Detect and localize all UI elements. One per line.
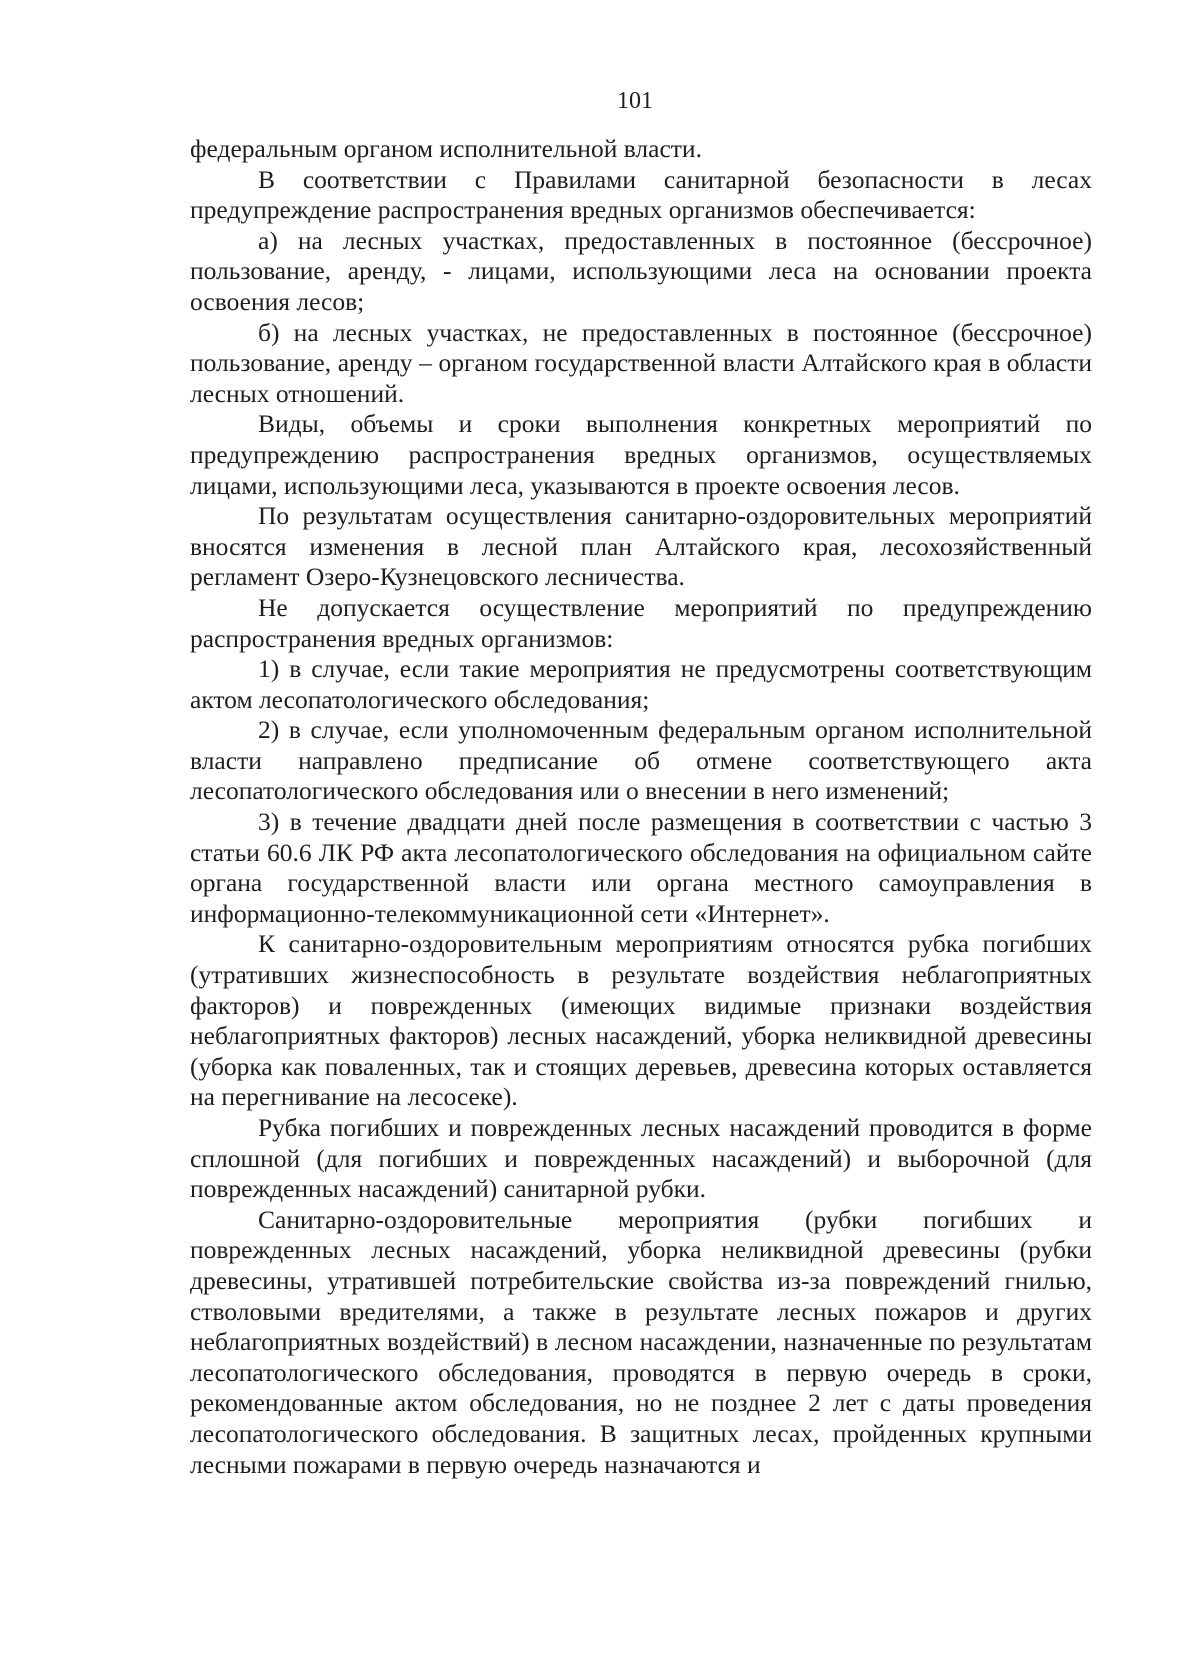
paragraph-results: По результатам осуществления санитарно-оздоровительных мероприятий вносятся изменения в лесной план Алтайского края, лесохозяйственный регламент Озеро-Кузнецовского лесничества.: [190, 501, 1092, 592]
paragraph-types-volumes: Виды, объемы и сроки выполнения конкретных мероприятий по предупреждению распространения вредных организмов, осуществляемых лицами, использующими леса, указываются в проекте освоения лесов.: [190, 409, 1092, 500]
paragraph-not-allowed: Не допускается осуществление мероприятий по предупреждению распространения вредных организмов:: [190, 592, 1092, 653]
paragraph-item-b: б) на лесных участках, не предоставленных в постоянное (бессрочное) пользование, аренду – органом государственной власти Алтайского края в области лесных отношений.: [190, 317, 1092, 408]
paragraph-felling: Рубка погибших и поврежденных лесных насаждений проводится в форме сплошной (для погибших и поврежденных насаждений) и выборочной (для поврежденных насаждений) санитарной рубки.: [190, 1113, 1092, 1204]
paragraph-case-2: 2) в случае, если уполномоченным федеральным органом исполнительной власти направлено предписание об отмене соответствующего акта лесопатологического обследования или о внесении в него изменений;: [190, 715, 1092, 806]
paragraph-case-3: 3) в течение двадцати дней после размещения в соответствии с частью 3 статьи 60.6 ЛК РФ акта лесопатологического обследования на официальном сайте органа государственной власти или органа местного самоуправления в информационно-телекоммуникационной сети «Интернет».: [190, 807, 1092, 928]
paragraph-sanitary-rules: В соответствии с Правилами санитарной безопасности в лесах предупреждение распространения вредных организмов обеспечивается:: [190, 164, 1092, 225]
page-number: 101: [617, 88, 653, 114]
paragraph-sanitary-measures: К санитарно-оздоровительным мероприятиям относятся рубка погибших (утративших жизнеспособность в результате воздействия неблагоприятных факторов) и поврежденных (имеющих видимые признаки воздействия неблагоприятных факторов) лесных насаждений, уборка неликвидной древесины (уборка как поваленных, так и стоящих деревьев, древесина которых оставляется на перегнивание на лесосеке).: [190, 929, 1092, 1112]
paragraph-continuation: федеральным органом исполнительной власти.: [190, 134, 702, 163]
paragraph-sanitary-terms: Санитарно-оздоровительные мероприятия (рубки погибших и поврежденных лесных насаждений, уборка неликвидной древесины (рубки древесины, утратившей потребительские свойства из-за повреждений гнилью, стволовыми вредителями, а также в результате лесных пожаров и других неблагоприятных воздействий) в лесном насаждении, назначенные по результатам лесопатологического обследования, проводятся в первую очередь в сроки, рекомендованные актом обследования, но не позднее 2 лет с даты проведения лесопатологического обследования. В защитных лесах, пройденных крупными лесными пожарами в первую очередь назначаются и: [190, 1204, 1092, 1479]
paragraph-item-a: а) на лесных участках, предоставленных в постоянное (бессрочное) пользование, аренду, - лицами, использующими леса на основании проекта освоения лесов;: [190, 225, 1092, 316]
document-body: [190, 134, 1092, 1480]
paragraph-case-1: 1) в случае, если такие мероприятия не предусмотрены соответствующим актом лесопатологического обследования;: [190, 654, 1092, 714]
